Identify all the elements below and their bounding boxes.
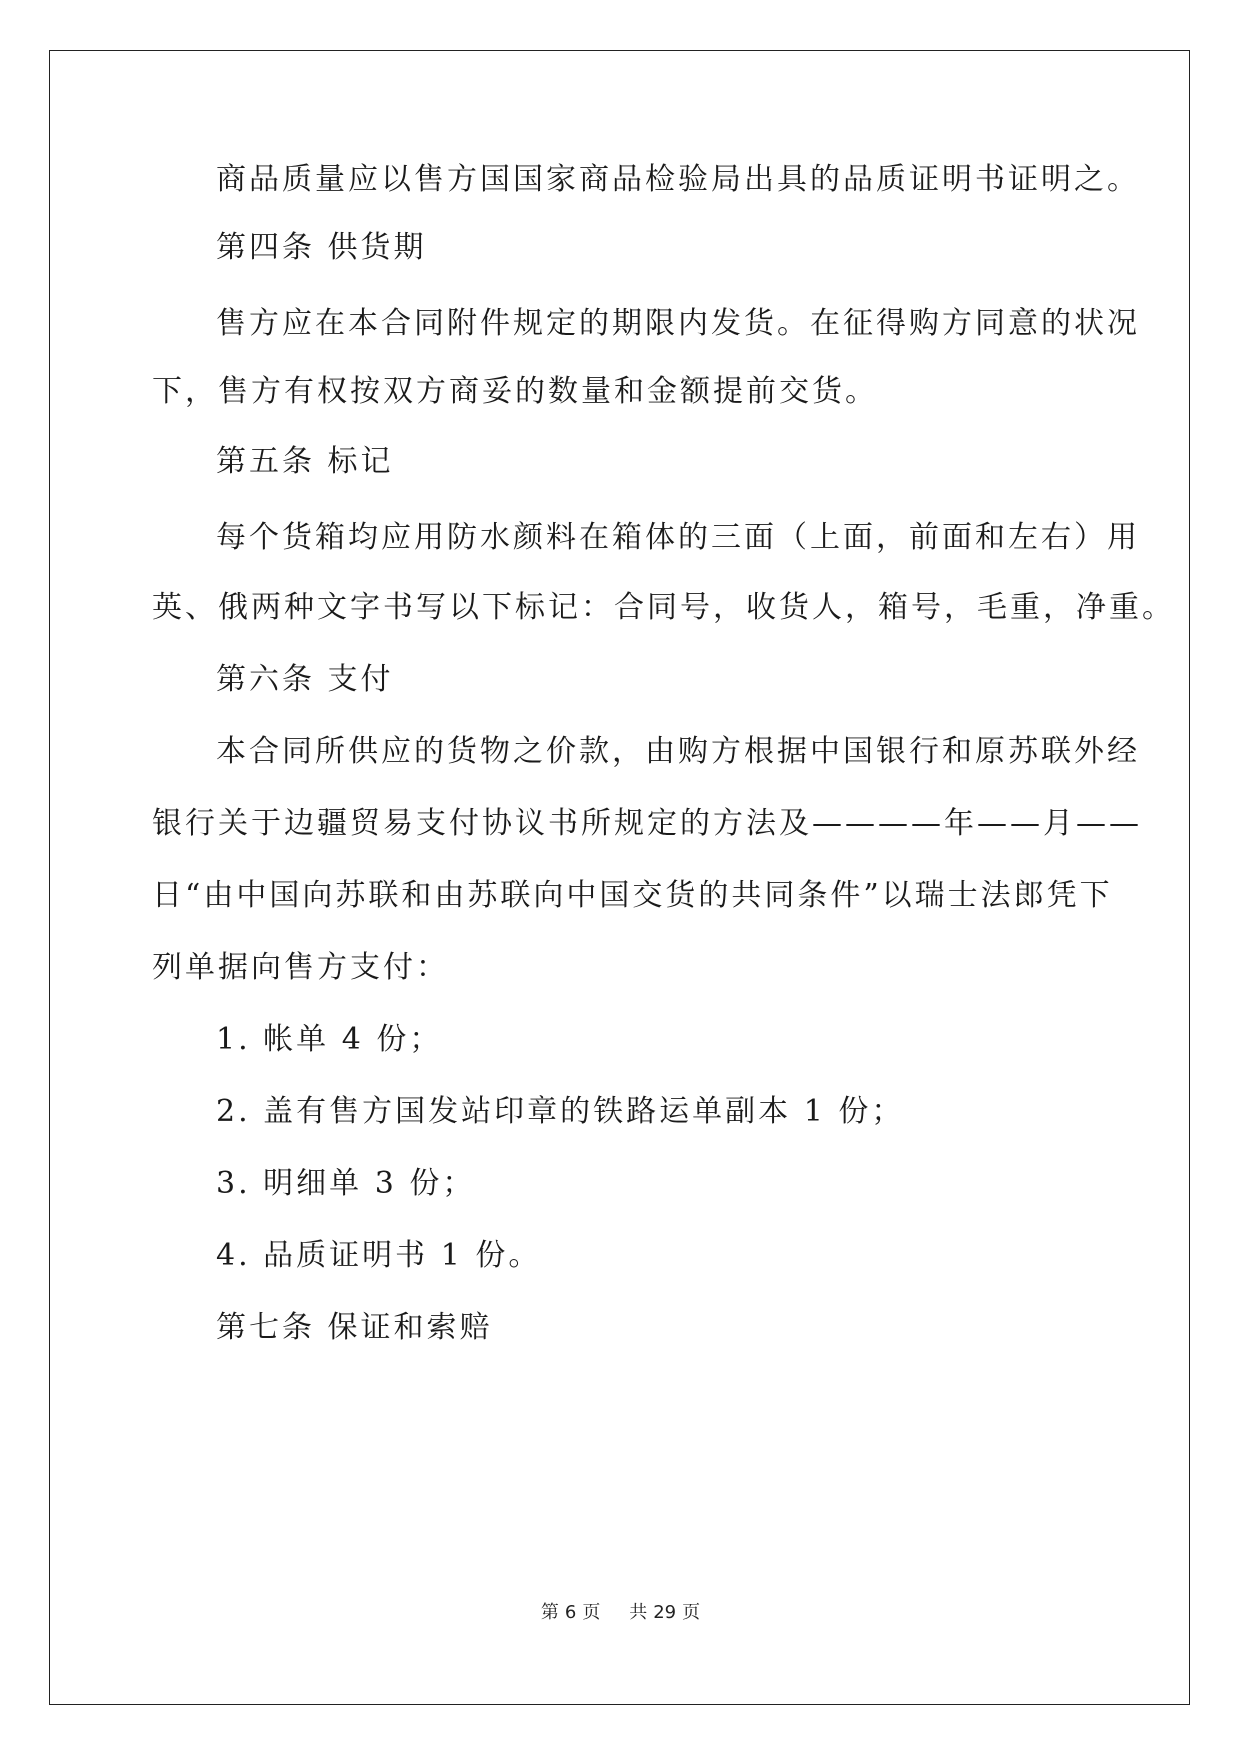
paragraph-line: 本合同所供应的货物之价款，由购方根据中国银行和原苏联外经 xyxy=(216,734,1140,769)
page-unit: 页 xyxy=(582,1602,601,1623)
paragraph-line: 英、俄两种文字书写以下标记：合同号，收货人，箱号，毛重，净重。 xyxy=(152,590,1175,625)
section-heading: 第七条 保证和索赔 xyxy=(216,1310,493,1345)
paragraph-line: 日“由中国向苏联和由苏联向中国交货的共同条件”以瑞士法郎凭下 xyxy=(152,878,1113,913)
total-pages: 29 xyxy=(653,1602,677,1623)
list-item: 4. 品质证明书 1 份。 xyxy=(216,1238,542,1273)
list-item: 2. 盖有售方国发站印章的铁路运单副本 1 份； xyxy=(216,1094,905,1129)
page-footer xyxy=(0,1598,1241,1624)
paragraph-line: 售方应在本合同附件规定的期限内发货。在征得购方同意的状况 xyxy=(216,306,1140,341)
section-heading: 第五条 标记 xyxy=(216,444,394,479)
paragraph-line: 列单据向售方支付： xyxy=(152,950,449,985)
paragraph-line: 下，售方有权按双方商妥的数量和金额提前交货。 xyxy=(152,374,878,409)
paragraph-line: 每个货箱均应用防水颜料在箱体的三面（上面，前面和左右）用 xyxy=(216,520,1140,555)
list-item: 3. 明细单 3 份； xyxy=(216,1166,476,1201)
section-heading: 第四条 供货期 xyxy=(216,230,427,265)
list-item: 1. 帐单 4 份； xyxy=(216,1022,443,1057)
total-unit: 页 xyxy=(682,1602,701,1623)
section-heading: 第六条 支付 xyxy=(216,662,394,697)
page-number: 6 xyxy=(564,1602,577,1623)
paragraph-line: 商品质量应以售方国国家商品检验局出具的品质证明书证明之。 xyxy=(216,162,1140,197)
paragraph-line: 银行关于边疆贸易支付协议书所规定的方法及————年——月—— xyxy=(152,806,1142,841)
total-label: 共 xyxy=(629,1602,648,1623)
page-label: 第 xyxy=(540,1602,559,1623)
